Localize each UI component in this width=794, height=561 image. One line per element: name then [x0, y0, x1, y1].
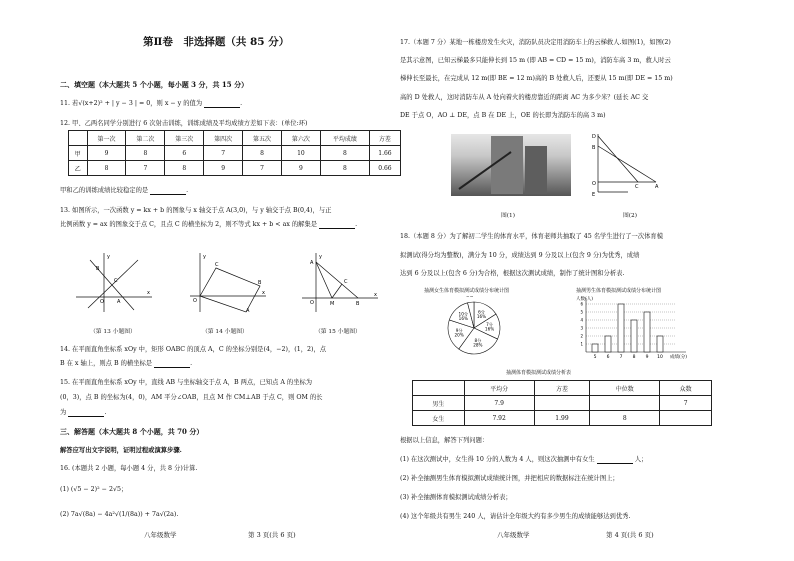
bar-10 — [657, 336, 663, 352]
question-18: 18.（本题 8 分）为了解初二学生的体育水平，体育老师共抽取了 45 名学生进行了一次体育模 — [400, 233, 664, 240]
svg-text:B: B — [258, 280, 262, 286]
part-2: (2) 补全抽测男生体育模拟测试成绩统计图，并把相应的数据标注在统计图上； — [400, 475, 619, 482]
question-16-part1: (1) (√5 − 2)² − 2√5； — [60, 486, 128, 493]
pie-label: 9分 20% — [454, 327, 464, 338]
part-title: 第Ⅱ卷 非选择题（共 85 分） — [143, 36, 290, 48]
x-tick-label: 5 — [593, 355, 597, 360]
y-tick-label: 1 — [580, 341, 583, 347]
table-row: 乙 8 7 8 9 7 9 8 0.66 — [69, 161, 401, 176]
section-fill-blank: 二、填空题（本大题共 5 个小题，每小题 3 分，共 15 分） — [60, 80, 249, 89]
svg-text:y: y — [203, 254, 206, 260]
svg-text:A: A — [655, 184, 659, 190]
y-tick-label: 3 — [580, 325, 583, 331]
svg-text:x: x — [374, 292, 377, 298]
analysis-table-title: 抽测体育模拟测试成绩分析表 — [506, 370, 572, 376]
svg-text:E: E — [592, 192, 596, 198]
pie-label: 10分 16% — [458, 311, 469, 322]
x-tick-label: 6 — [606, 355, 610, 360]
table-row: 甲 9 8 6 7 8 10 8 1.66 — [69, 146, 401, 161]
question-17-d: 高的 D 处救人，这时消防车从 A 处向着火的楼房靠近的距离 AC 为多少米？(延长 AC 交 — [400, 94, 649, 101]
section-solve: 三、解答题（本大题共 8 个小题，共 70 分） — [60, 427, 204, 436]
bar-x-label: 成绩(分) — [670, 355, 688, 360]
bar-chart — [572, 294, 702, 364]
y-tick-label: 4 — [580, 317, 583, 323]
svg-text:A: A — [117, 299, 121, 305]
table-row: 女生 7.92 1.99 8 — [413, 411, 712, 426]
question-12-ask: 甲和乙的训练成绩比较稳定的是 . — [60, 187, 189, 194]
footer-page-left: 第 3 页(共 6 页) — [248, 531, 296, 539]
fire-ladder-photo-sketch — [451, 134, 571, 196]
pie-label — [466, 296, 474, 298]
svg-text:B: B — [356, 301, 360, 307]
part-1: (1) 在这次测试中，女生得 10 分的人数为 4 人，则这次抽测中有女生 人； — [400, 456, 648, 463]
svg-text:x: x — [147, 290, 150, 296]
question-13-ask: 比例函数 y = ax 的图象交于点 C，且点 C 的横坐标为 2，则不等式 kx + b < ax 的解集是 . — [60, 221, 358, 228]
section-solve-note: 解答应写出文字说明，证明过程或演算步骤. — [60, 447, 182, 454]
svg-text:A: A — [310, 260, 314, 266]
question-12: 12. 甲、乙两名同学分别进行 6 次射击训练，训练成绩及平均成绩方差如下表：(单位:环) — [60, 120, 308, 127]
figure-14-caption: （第 14 小题图） — [202, 329, 248, 335]
footer-subject-right: 八年级数学 — [497, 531, 530, 539]
ladder-diagram — [588, 130, 668, 200]
svg-text:A: A — [246, 308, 250, 314]
svg-text:B: B — [96, 266, 100, 272]
pie-chart — [444, 296, 524, 360]
svg-text:O: O — [100, 299, 104, 305]
ask-heading: 根据以上信息，解答下列问题： — [400, 437, 489, 444]
question-18-b: 拟测试(得分均为整数)，满分为 10 分，成绩达到 9 分及以上(包含 9 分)为优秀，成绩 — [400, 252, 640, 259]
bar-7 — [618, 304, 624, 352]
figure-13-caption: （第 13 小题图） — [90, 329, 136, 335]
y-tick-label: 6 — [580, 301, 583, 307]
bar-6 — [605, 336, 611, 352]
svg-text:O: O — [193, 298, 197, 304]
bar-chart-title: 抽测男生体育模拟测试成绩分布统计图 — [576, 288, 662, 294]
x-tick-label: 10 — [657, 355, 663, 360]
figure-2-caption: 图(2) — [623, 213, 638, 219]
question-17-e: DE 于点 O，AO ⊥ DE，点 B 在 DE 上，OE 的长即为消防车的高 3 m) — [400, 112, 606, 119]
y-tick-label: 5 — [580, 309, 583, 315]
question-13: 13. 如图所示，一次函数 y = kx + b 的图象与 x 轴交于点 A(3,0)，与 y 轴交于点 B(0,4)，与正 — [60, 207, 332, 214]
svg-text:O: O — [310, 300, 314, 306]
table-header-row: 第一次 第二次 第三次 第四次 第五次 第六次 平均成绩 方差 — [69, 131, 401, 146]
question-16: 16. (本题共 2 小题，每小题 4 分，共 8 分)计算. — [60, 465, 198, 472]
figure-1-caption: 图(1) — [501, 213, 516, 219]
bar-y-label: 人数(人) — [576, 297, 594, 302]
pie-label: 8分 28% — [473, 338, 483, 348]
part-4: (4) 这个年级共有男生 240 人，请估计全年级大约有多少男生的成绩能够达到优秀. — [400, 513, 631, 520]
pie-chart-title: 抽测女生体育模拟测试成绩分布统计图 — [424, 288, 510, 294]
svg-text:D: D — [592, 134, 596, 140]
figure-15-caption: （第 15 小题图） — [315, 329, 361, 335]
bar-8 — [631, 320, 637, 352]
svg-text:C: C — [344, 279, 348, 285]
svg-text:y: y — [107, 254, 110, 260]
svg-text:y: y — [319, 254, 322, 260]
svg-text:M: M — [330, 301, 335, 307]
svg-text:C: C — [114, 278, 118, 284]
svg-text:C: C — [215, 262, 219, 268]
y-tick-label: 2 — [580, 333, 583, 339]
table-header-row: 平均分 方差 中位数 众数 — [413, 381, 712, 396]
figure-13 — [74, 250, 154, 315]
shooting-table — [68, 130, 401, 176]
bar-5 — [592, 344, 598, 352]
question-14: 14. 在平面直角坐标系 xOy 中，矩形 OABC 的顶点 A，C 的坐标分别是(4，−2)，(1，2)，点 — [60, 346, 327, 353]
question-17-c: 梯伸长至最长，在完成从 12 m(即 BE = 12 m)高的 B 处救人后，还要从 15 m(即 DE = 15 m) — [400, 75, 673, 82]
svg-text:O: O — [592, 181, 596, 187]
question-15-b: (0，3)，点 B 的坐标为(4，0)，AM 平分∠OAB，且点 M 作 CM⊥AB 于点 C，则 OM 的长 — [60, 394, 323, 401]
question-17: 17.（本题 7 分）某地一栋楼房发生火灾，消防队员决定用消防车上的云梯救人.如图(1)，如图(2) — [400, 39, 671, 46]
question-18-c: 达到 6 分及以上(包含 6 分)为合格，根据这次测试成绩，制作了统计图和分析表. — [400, 270, 625, 277]
pie-label: 7分 16% — [484, 322, 495, 332]
x-tick-label: 7 — [619, 355, 623, 360]
footer-subject-left: 八年级数学 — [144, 531, 177, 539]
footer-page-right: 第 4 页(共 6 页) — [606, 531, 654, 539]
x-tick-label: 9 — [645, 355, 649, 360]
x-tick-label: 8 — [632, 355, 636, 360]
table-row: 男生 7.9 7 — [413, 396, 712, 411]
question-15: 15. 在平面直角坐标系 xOy 中，直线 AB 与坐标轴交于点 A，B 两点，已知点 A 的坐标为 — [60, 379, 313, 386]
svg-text:x: x — [262, 290, 265, 296]
part-3: (3) 补全抽测体育模拟测试成绩分析表； — [400, 494, 512, 501]
svg-text:C: C — [635, 184, 639, 190]
svg-text:B: B — [592, 145, 596, 151]
analysis-table — [412, 380, 712, 426]
bar-9 — [644, 312, 650, 352]
question-14-ask: B 在 x 轴上，则点 B 的横坐标是 . — [60, 360, 193, 367]
pie-label: 6分 16% — [476, 309, 487, 319]
question-15-ask: 为 . — [60, 409, 107, 416]
question-11: 11. 若√(x+2)² + | y − 3 | = 0，则 x − y 的值为 . — [60, 100, 243, 107]
figure-14 — [188, 250, 268, 315]
question-16-part2: (2) 7a√(8a) − 4a²√(1/(8a)) + 7a√(2a). — [60, 511, 179, 518]
figure-15 — [300, 250, 380, 315]
question-17-b: 是其示意图，已知云梯最多只能伸长到 15 m (即 AB = CD = 15 m)，消防车高 3 m，救人时云 — [400, 57, 671, 64]
